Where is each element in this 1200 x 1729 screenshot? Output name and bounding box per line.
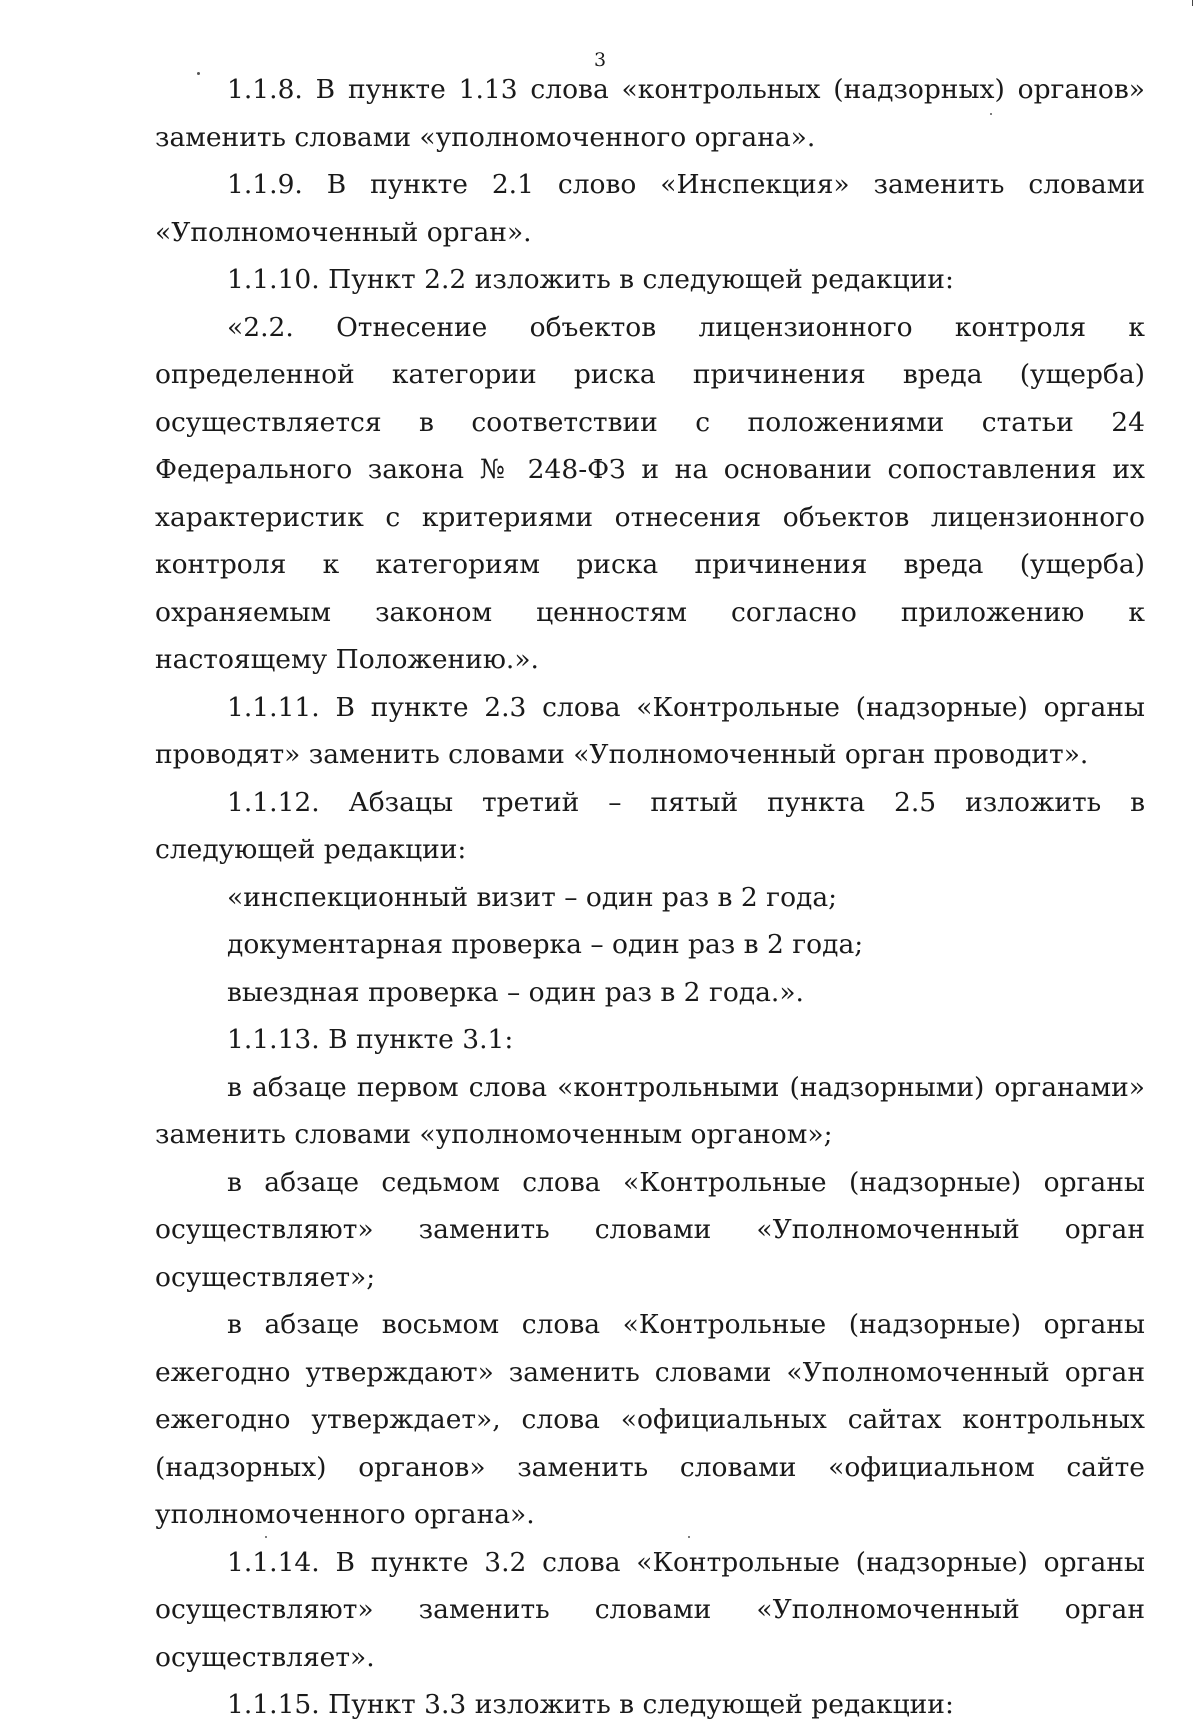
paragraph-abzats-first: в абзаце первом слова «контрольными (надзорными) органами» заменить словами «уполномоченным органом»; bbox=[155, 1071, 1145, 1150]
scan-speck bbox=[688, 1536, 690, 1538]
list-item-inspection-visit: «инспекционный визит – один раз в 2 года; bbox=[227, 881, 838, 913]
paragraph-abzats-eighth: в абзаце восьмом слова «Контрольные (надзорные) органы ежегодно утверждают» заменить словами «Уполномоченный орган ежегодно утверждает», слова «официальных сайтах контрольных (надзорных) органов» заменить словами «официальном сайте уполномоченного органа». bbox=[155, 1309, 1145, 1530]
paragraph-1-1-15: 1.1.15. Пункт 3.3 изложить в следующей редакции: bbox=[227, 1689, 954, 1720]
document-body bbox=[155, 66, 1145, 1729]
paragraph-1-1-11: 1.1.11. В пункте 2.3 слова «Контрольные (надзорные) органы проводят» заменить словами «Уполномоченный орган проводит». bbox=[155, 691, 1145, 770]
list-item-field-check: выездная проверка – один раз в 2 года.». bbox=[227, 976, 804, 1008]
scan-speck bbox=[990, 113, 992, 115]
list-item-documentary-check: документарная проверка – один раз в 2 года; bbox=[227, 929, 864, 960]
paragraph-1-1-10: 1.1.10. Пункт 2.2 изложить в следующей редакции: bbox=[227, 264, 954, 295]
paragraph-1-1-13: 1.1.13. В пункте 3.1: bbox=[227, 1024, 514, 1055]
paragraph-2-2-quote: «2.2. Отнесение объектов лицензионного контроля к определенной категории риска причинения вреда (ущерба) осуществляется в соответствии с положениями статьи 24 Федерального закона № 248-ФЗ и на основании сопоставления их характеристик с критериями отнесения объектов лицензионного контроля к категориям риска причинения вреда (ущерба) охраняемым законом ценностям согласно приложению к настоящему Положению.». bbox=[155, 311, 1145, 675]
paragraph-1-1-14: 1.1.14. В пункте 3.2 слова «Контрольные (надзорные) органы осуществляют» заменить словами «Уполномоченный орган осуществляет». bbox=[155, 1546, 1145, 1673]
scan-speck bbox=[197, 72, 200, 75]
scan-artifact bbox=[1192, 0, 1193, 6]
paragraph-abzats-seventh: в абзаце седьмом слова «Контрольные (надзорные) органы осуществляют» заменить словами «Уполномоченный орган осуществляет»; bbox=[155, 1166, 1145, 1293]
paragraph-1-1-12: 1.1.12. Абзацы третий – пятый пункта 2.5 изложить в следующей редакции: bbox=[155, 786, 1145, 865]
scan-speck bbox=[265, 1536, 267, 1538]
paragraph-1-1-9: 1.1.9. В пункте 2.1 слово «Инспекция» заменить словами «Уполномоченный орган». bbox=[155, 169, 1145, 248]
paragraph-1-1-8: 1.1.8. В пункте 1.13 слова «контрольных (надзорных) органов» заменить словами «уполномоченного органа». bbox=[155, 74, 1145, 153]
page-number: 3 bbox=[593, 49, 607, 71]
